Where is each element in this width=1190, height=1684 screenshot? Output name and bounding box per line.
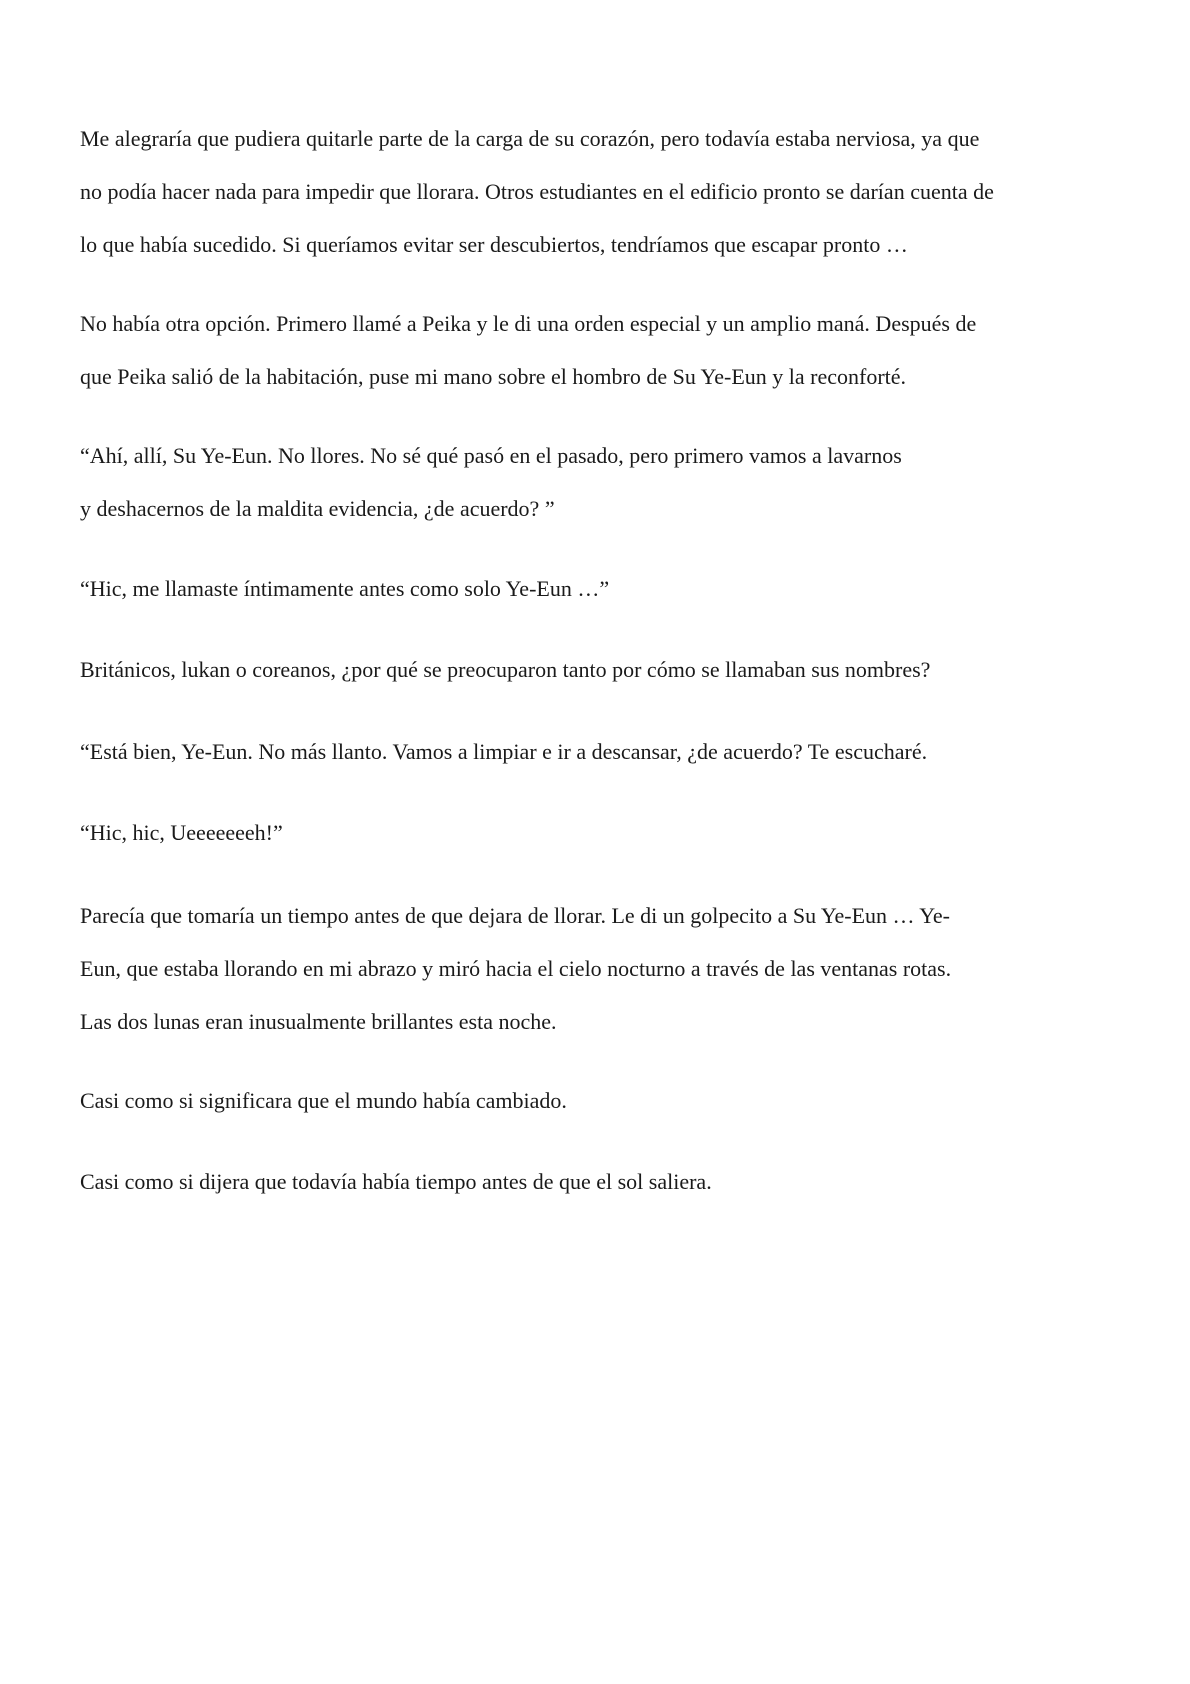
paragraph-3: [80, 429, 902, 535]
text-line: Casi como si significara que el mundo había cambiado.: [80, 1088, 567, 1113]
paragraph-6: [80, 725, 927, 778]
text-line: Británicos, lukan o coreanos, ¿por qué se preocuparon tanto por cómo se llamaban sus nombres?: [80, 657, 931, 682]
text-line: Casi como si dijera que todavía había tiempo antes de que el sol saliera.: [80, 1169, 712, 1194]
paragraph-5: [80, 643, 930, 696]
text-line: y deshacernos de la maldita evidencia, ¿de acuerdo? ”: [80, 496, 555, 521]
paragraph-7: [80, 806, 283, 859]
paragraph-10: [80, 1155, 712, 1208]
paragraph-4: [80, 562, 609, 615]
text-line: “Ahí, allí, Su Ye-Eun. No llores. No sé qué pasó en el pasado, pero primero vamos a lavarnos: [80, 443, 902, 468]
text-line: no podía hacer nada para impedir que llorara. Otros estudiantes en el edificio pronto se darían cuenta de: [80, 179, 994, 204]
text-line: Me alegraría que pudiera quitarle parte de la carga de su corazón, pero todavía estaba nerviosa, ya que: [80, 126, 980, 151]
text-line: lo que había sucedido. Si queríamos evitar ser descubiertos, tendríamos que escapar pronto …: [80, 232, 908, 257]
paragraph-9: [80, 1074, 567, 1127]
text-line: “Está bien, Ye-Eun. No más llanto. Vamos a limpiar e ir a descansar, ¿de acuerdo? Te escucharé.: [80, 739, 928, 764]
paragraph-1: [80, 112, 994, 271]
text-line: “Hic, me llamaste íntimamente antes como solo Ye-Eun …”: [80, 576, 610, 601]
paragraph-8: [80, 889, 951, 1048]
text-line: Las dos lunas eran inusualmente brillantes esta noche.: [80, 1009, 557, 1034]
text-line: Parecía que tomaría un tiempo antes de que dejara de llorar. Le di un golpecito a Su Ye-Eun … Ye-: [80, 903, 950, 928]
text-line: que Peika salió de la habitación, puse mi mano sobre el hombro de Su Ye-Eun y la reconforté.: [80, 364, 907, 389]
text-line: Eun, que estaba llorando en mi abrazo y miró hacia el cielo nocturno a través de las ventanas rotas.: [80, 956, 952, 981]
text-line: No había otra opción. Primero llamé a Peika y le di una orden especial y un amplio maná. Después de: [80, 311, 977, 336]
paragraph-2: [80, 297, 976, 403]
text-line: “Hic, hic, Ueeeeeeeh!”: [80, 820, 283, 845]
